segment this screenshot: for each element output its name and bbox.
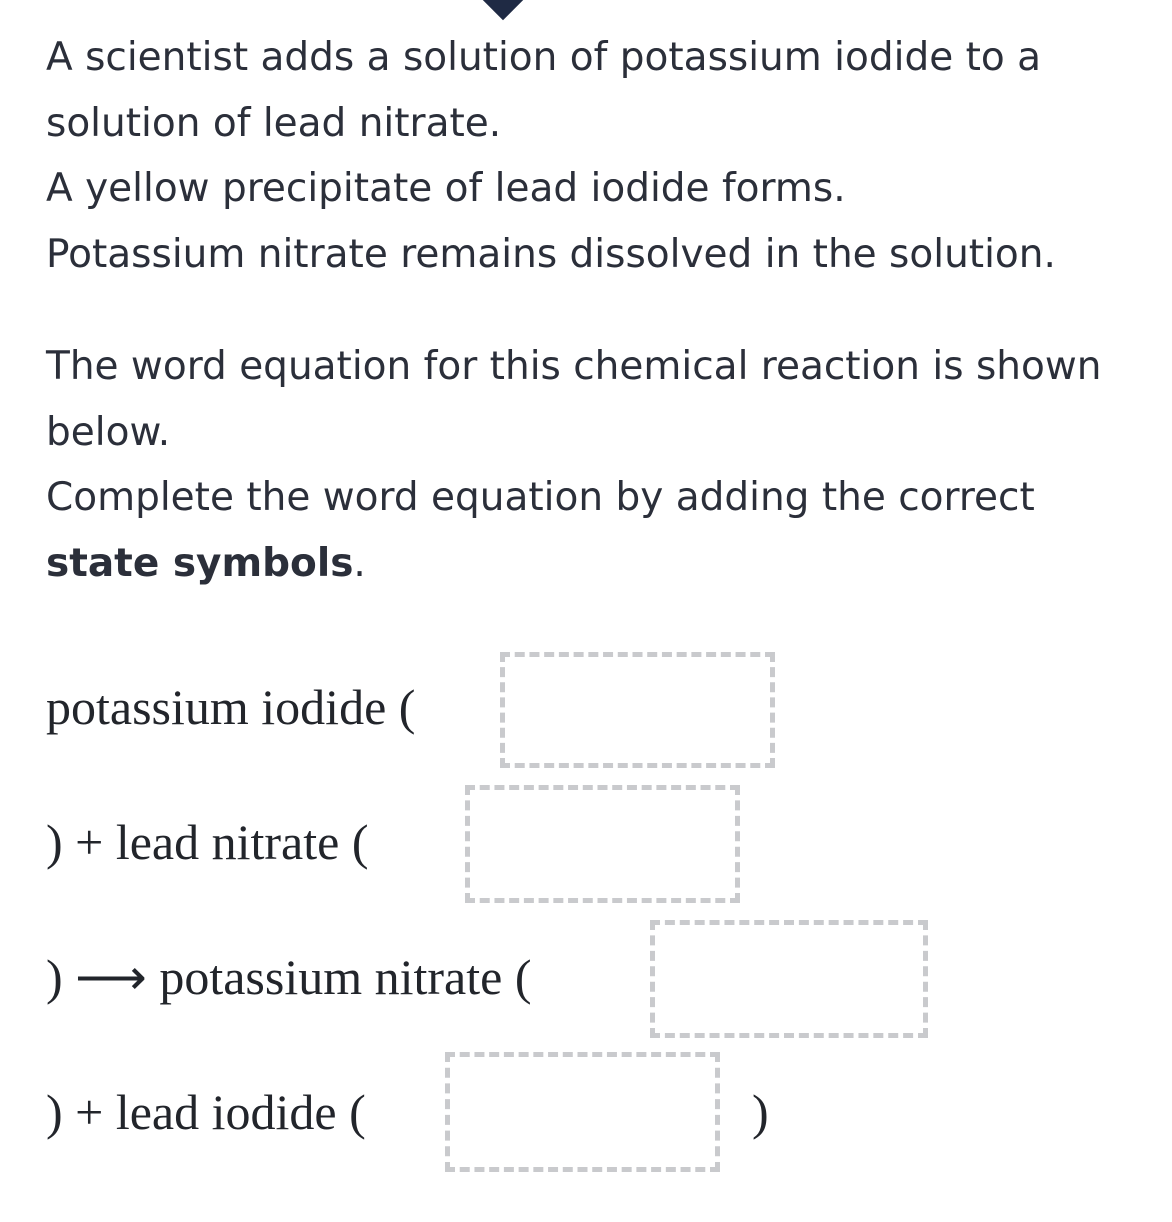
equation-part-lead-iodide: ) + lead iodide (	[46, 1084, 366, 1140]
intro-text-line-4: Potassium nitrate remains dissolved in the solution.	[46, 232, 1056, 277]
state-symbol-input-potassium-nitrate[interactable]	[650, 920, 928, 1038]
equation-closing-parenthesis: )	[752, 1084, 769, 1140]
intro-text-line-2: solution of lead nitrate.	[46, 101, 502, 146]
intro-text-line-1: A scientist adds a solution of potassium iodide to a	[46, 35, 1042, 80]
top-pointer-marker	[482, 0, 524, 20]
intro-text-line-3: A yellow precipitate of lead iodide forms.	[46, 166, 846, 211]
state-symbol-input-lead-iodide[interactable]	[445, 1052, 720, 1172]
instruction-period: .	[353, 541, 366, 586]
state-symbols-bold-text: state symbols	[46, 541, 354, 586]
equation-part-lead-nitrate: ) + lead nitrate (	[46, 814, 369, 870]
state-symbol-input-potassium-iodide[interactable]	[500, 652, 775, 768]
instruction-text-line-2: below.	[46, 410, 171, 455]
state-symbol-input-lead-nitrate[interactable]	[465, 785, 740, 903]
instruction-text-line-4	[46, 539, 366, 589]
instruction-text-line-1: The word equation for this chemical reaction is shown	[46, 344, 1102, 389]
equation-part-potassium-nitrate: ) ⟶ potassium nitrate (	[46, 949, 532, 1005]
equation-part-potassium-iodide: potassium iodide (	[46, 679, 416, 735]
instruction-text-line-3: Complete the word equation by adding the correct	[46, 475, 1035, 520]
